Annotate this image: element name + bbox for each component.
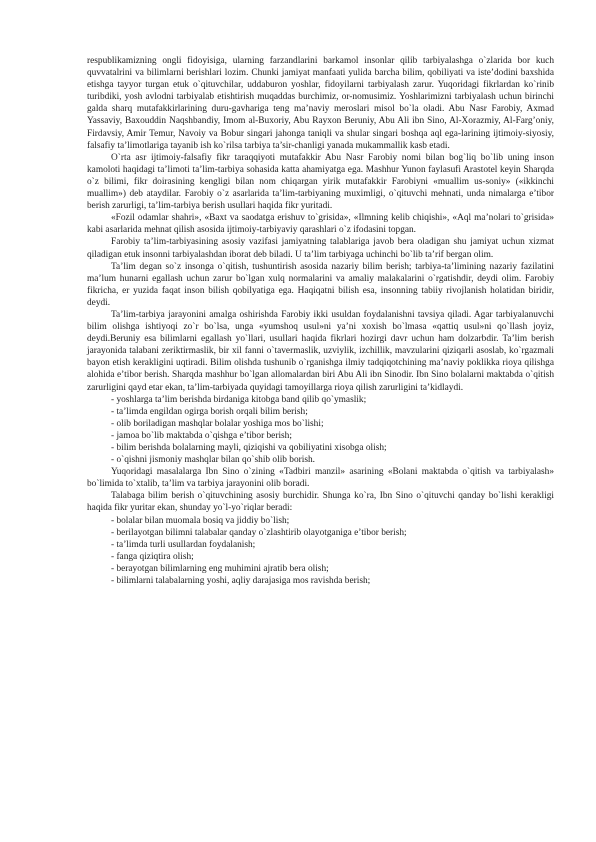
body-paragraph: respublikamizning ongli fidoyisiga, ularning farzandlarini barkamol insonlar qilib tarbiyalashga o`zlarida bor kuch quvvatalrini va bilimlarni berishlari lozim. Chunki jamiyat manfaati yulida barcha bilim, qobiliyati va iste’dodini baxshida etishga tayyor turgan etuk o`qituvchilar, uddaburon yoshlar, fidoyilarni tarbiyalash zarur. Yuqoridagi fikrlardan ko`rinib turibdiki, yosh avlodni tarbiyalab etishtirish muqaddas burchimiz, or-nomusimiz. Yoshlarimizni tarbiyalash uchun birinchi galda sharq mutafakkirlarining duru-gavhariga teng ma’naviy meroslari misol bo`la oladi. Abu Nasr Farobiy, Axmad Yassaviy, Baxouddin Naqshbandiy, Imom al-Buxoriy, Abu Rayxon Beruniy, Abu Ali ibn Sino, Al-Xorazmiy, Al-Farg’oniy, Firdavsiy, Amir Temur, Navoiy va Bobur singari jahonga taniqli va shular singari boshqa aql ega-larining ijtimoiy-siyosiy, falsafiy ta’limotlariga tayanib ish ko`rilsa tarbiya ta’sir-chanligi yanada mukammallik kasb etadi. bbox=[87, 56, 554, 151]
list-item: - o`qishni jismoniy mashqlar bilan qo`shib olib borish. bbox=[111, 455, 315, 466]
document-page bbox=[87, 55, 554, 587]
list-item: - bolalar bilan muomala bosiq va jiddiy bo`lish; bbox=[111, 515, 290, 526]
list-item: - berilayotgan bilimni talabalar qanday o`zlashtirib olayotganiga e’tibor berish; bbox=[111, 527, 407, 538]
list-item: - olib boriladigan mashqlar bolalar yoshiga mos bo`lishi; bbox=[111, 418, 324, 429]
list-item: - bilimlarni talabalarning yoshi, aqliy darajasiga mos ravishda berish; bbox=[111, 576, 371, 587]
list-item: - berayotgan bilimlarning eng muhimini ajratib bera olish; bbox=[111, 563, 329, 574]
body-paragraph: Ta’lim degan so`z insonga o`qitish, tushuntirish asosida nazariy bilim berish; tarbiya-ta’limining nazariy fazilatini ma’lum hunarni egallash uchun zarur bo`lgan xulq normalarini va amaliy malakalarini o`rgatishdir, deydi olim. Farobiy fikricha, er yuzida faqat inson bilish qobilyatiga ega. Haqiqatni bilish esa, insonning tabiiy rivojlanish holatidan biridir, deydi. bbox=[87, 261, 554, 308]
list-item: - ta’limda engildan ogirga borish orqali bilim berish; bbox=[111, 406, 308, 417]
body-paragraph: Yuqoridagi masalalarga Ibn Sino o`zining «Tadbiri manzil» asarining «Bolani maktabda o`qitish va tarbiyalash» bo`limida to`xtalib, ta’lim va tarbiya jarayonini olib boradi. bbox=[87, 467, 554, 490]
body-paragraph: «Fozil odamlar shahri», «Baxt va saodatga erishuv to`grisida», «Ilmning kelib chiqishi», «Aql ma’nolari to`grisida» kabi asarlarida mehnat qilish asosida ijtimoiy-tarbiyaviy qarashlari o`z ifodasini topgan. bbox=[87, 213, 554, 236]
teacher-guidelines-list bbox=[87, 515, 554, 588]
list-item: - yoshlarga ta’lim berishda birdaniga kitobga band qilib qo`ymaslik; bbox=[111, 394, 367, 405]
body-paragraph: O`rta asr ijtimoiy-falsafiy fikr taraqqiyoti mutafakkir Abu Nasr Farobiy nomi bilan bog`liq bo`lib uning inson kamoloti haqidagi ta’limoti ta’lim-tarbiya sohasida katta ahamiyatga ega. Mashhur Yunon faylasufi Arastotel keyin Sharqda o`z bilimi, fikr doirasining kengligi bilan nom chiqargan yirik mutafakkir Farobiyni «muallim us-soniy» («ikkinchi muallim») deb ataydilar. Farobiy o`z asarlarida ta’lim-tarbiyaning muximligi, o`qituvchi mehnati, unda nimalarga e’tibor berish zarurligi, ta’lim-tarbiya berish usullari haqida fikr yuritadi. bbox=[87, 152, 554, 212]
body-paragraph: Talabaga bilim berish o`qituvchining asosiy burchidir. Shunga ko`ra, Ibn Sino o`qituvchi qanday bo`lishi kerakligi haqida fikr yuritar ekan, shunday yo`l-yo`riqlar beradi: bbox=[87, 491, 554, 514]
list-item: - ta’limda turli usullardan foydalanish; bbox=[111, 539, 256, 550]
list-item: - jamoa bo`lib maktabda o`qishga e’tibor berish; bbox=[111, 430, 292, 441]
paragraphs-b bbox=[87, 466, 554, 514]
paragraphs-a bbox=[87, 55, 554, 394]
list-item: - fanga qiziqtira olish; bbox=[111, 551, 194, 562]
body-paragraph: Ta’lim-tarbiya jarayonini amalga oshirishda Farobiy ikki usuldan foydalanishni tavsiya qiladi. Agar tarbiyalanuvchi bilim olishga ishtiyoqi zo`r bo`lsa, unga «yumshoq usul»ni ya’ni xoxish bo`lmasa «qattiq usul»ni qo`llash joyiz, deydi.Beruniy esa bilimlarni egallash yo`llari, usullari haqida fikrlari hozirgi davr uchun ham dolzarbdir. Ta’lim berish jarayonida talabani zeriktirmaslik, bir xil fanni o`tavermaslik, uzviylik, izchillik, mavzularini qiziqarli asoslab, ko`rgazmali bayon etish kerakligini uqtiradi. Bilim olishda tushunib o`rganishga ilmiy tadqiqotchining ma’naviy poklikka rioya qilishga alohida e’tibor berish. Sharqda mashhur bo`lgan allomalardan biri Abu Ali ibn Sinodir. Ibn Sino bolalarni maktabda o`qitish zarurligini qayd etar ekan, ta’lim-tarbiyada quyidagi tamoyillarga rioya qilish zarurligini ta’kidlaydi. bbox=[87, 309, 554, 393]
principles-list bbox=[87, 394, 554, 467]
body-paragraph: Farobiy ta’lim-tarbiyasining asosiy vazifasi jamiyatning talablariga javob bera oladigan shu jamiyat uchun xizmat qiladigan etuk insonni tarbiyalashdan iborat deb biladi. U ta’lim tarbiyaga uchinchi bo`lib ta’rif bergan olim. bbox=[87, 237, 554, 260]
list-item: - bilim berishda bolalarning mayli, qiziqishi va qobiliyatini xisobga olish; bbox=[111, 443, 387, 453]
